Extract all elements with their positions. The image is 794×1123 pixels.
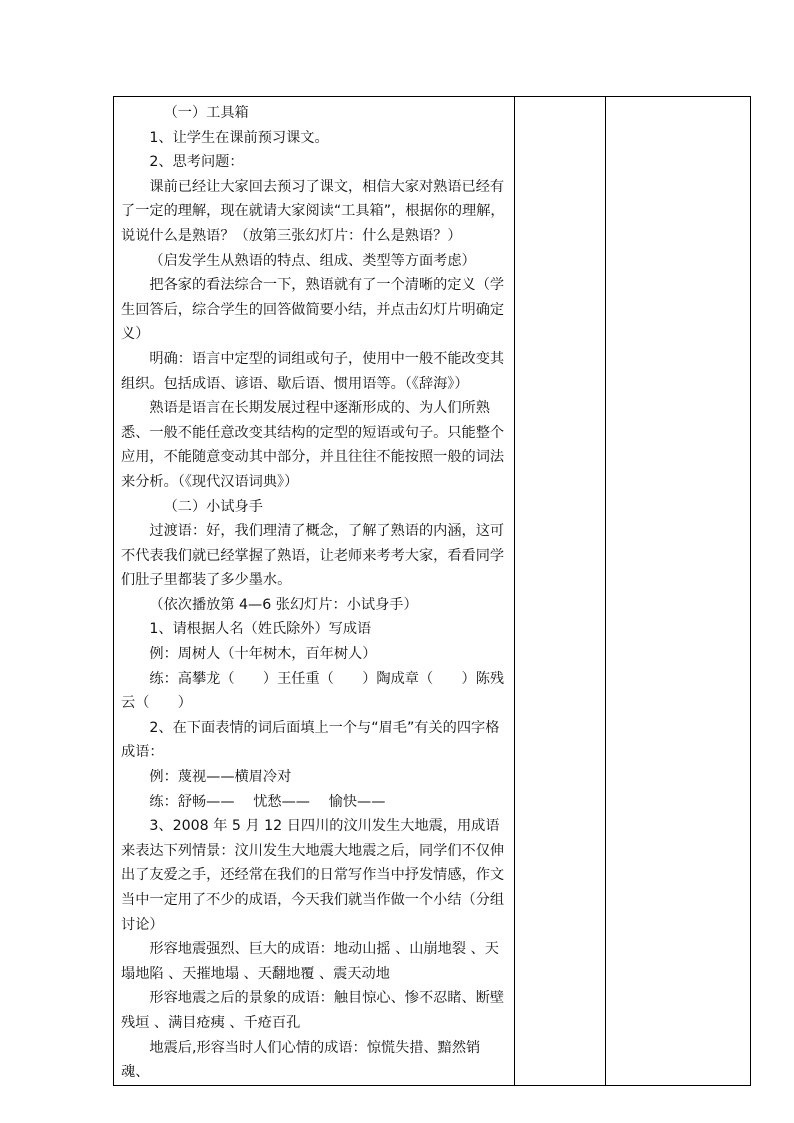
paragraph: 2、思考问题： <box>149 154 244 171</box>
paragraph: 地震后,形容当时人们心情的成语：惊慌失措、黯然销魂、 <box>121 1039 481 1081</box>
section-heading-toolbox: （一）工具箱 <box>163 105 249 121</box>
paragraph: 练：舒畅—— 忧愁—— 愉快—— <box>149 793 386 810</box>
table-row <box>114 97 751 1086</box>
paragraph: （依次播放第 4—6 张幻灯片：小试身手） <box>149 596 418 613</box>
paragraph: 例：蔑视——横眉冷对 <box>149 769 292 786</box>
paragraph: 过渡语：好，我们理清了概念，了解了熟语的内涵，这可不代表我们就已经掌握了熟语，让老师来考考大家，看看同学们肚子里都装了多少墨水。 <box>121 523 505 589</box>
lesson-table <box>113 96 751 1086</box>
lesson-content <box>114 97 514 1085</box>
paragraph: 熟语是语言在长期发展过程中逐渐形成的、为人们所熟悉、一般不能任意改变其结构的定型的短语或句子。只能整个应用，不能随意变动其中部分，并且往往不能按照一般的词法来分析。（《现代汉语词典》） <box>121 400 505 490</box>
paragraph: 明确：语言中定型的词组或句子，使用中一般不能改变其组织。包括成语、谚语、歇后语、惯用语等。（《辞海》） <box>121 350 505 392</box>
empty-cell <box>606 97 751 1086</box>
paragraph: 例：周树人（十年树木，百年树人） <box>149 646 377 663</box>
paragraph: （启发学生从熟语的特点、组成、类型等方面考虑） <box>149 252 476 269</box>
paragraph: 1、让学生在课前预习课文。 <box>149 129 329 146</box>
content-cell <box>114 97 515 1086</box>
paragraph: 形容地震强烈、巨大的成语：地动山摇 、山崩地裂 、天塌地陷 、天摧地塌 、天翻地覆 、震天动地 <box>121 941 499 982</box>
paragraph: 2、在下面表情的词后面填上一个与“眉毛”有关的四字格成语： <box>121 719 500 761</box>
paragraph: 3、2008 年 5 月 12 日四川的汶川发生大地震，用成语来表达下列情景：汶川发生大地震大地震之后，同学们不仅伸出了友爱之手，还经常在我们的日常写作当中抒发情感，作文当中一定用了不少的成语，今天我们就当作做一个小结（分组讨论） <box>121 818 505 933</box>
paragraph: 形容地震之后的景象的成语：触目惊心、惨不忍睹、断壁残垣 、满目疮痍 、千疮百孔 <box>121 990 505 1031</box>
paragraph: 课前已经让大家回去预习了课文，相信大家对熟语已经有了一定的理解，现在就请大家阅读“工具箱”，根据你的理解，说说什么是熟语？（放第三张幻灯片：什么是熟语？） <box>121 178 505 244</box>
paragraph: 1、请根据人名（姓氏除外）写成语 <box>149 621 372 638</box>
empty-cell <box>515 97 606 1086</box>
paragraph: 把各家的看法综合一下，熟语就有了一个清晰的定义（学生回答后，综合学生的回答做简要小结，并点击幻灯片明确定义） <box>121 277 505 343</box>
section-heading-practice: （二）小试身手 <box>163 498 263 515</box>
paragraph: 练：高攀龙（ ）王任重（ ）陶成章（ ）陈残云（ ） <box>121 670 505 712</box>
